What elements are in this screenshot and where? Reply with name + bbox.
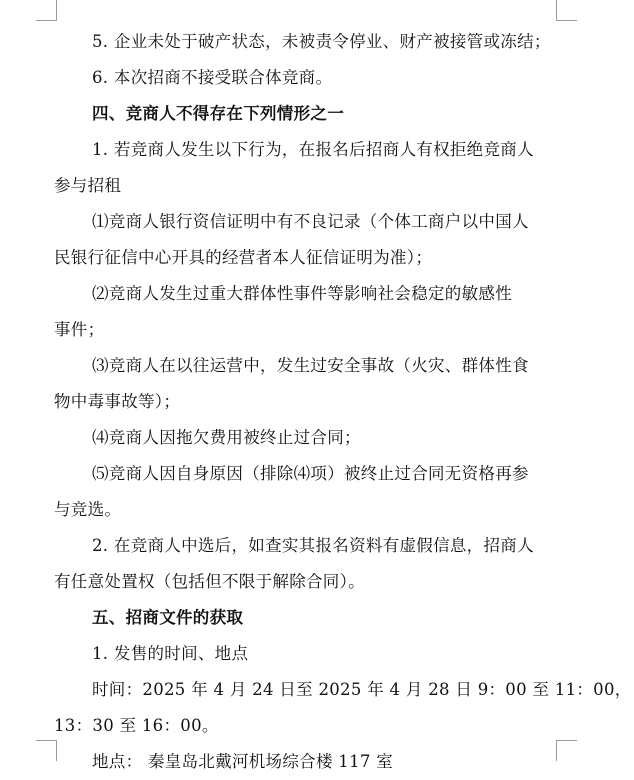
- document-body: [54, 24, 632, 780]
- paragraph-line: 参与招租: [54, 176, 122, 195]
- paragraph-line: 6. 本次招商不接受联合体竞商。: [92, 68, 333, 87]
- paragraph-line: 事件；: [54, 320, 105, 339]
- paragraph-line: 地点： 秦皇岛北戴河机场综合楼 117 室: [92, 752, 394, 771]
- paragraph-line: ⑴竞商人银行资信证明中有不良记录（个体工商户以中国人: [92, 212, 529, 231]
- paragraph-line: 1. 若竞商人发生以下行为，在报名后招商人有权拒绝竞商人: [92, 140, 534, 159]
- paragraph-line: 5. 企业未处于破产状态，未被责令停业、财产被接管或冻结；: [92, 32, 551, 51]
- paragraph-line: ⑵竞商人发生过重大群体性事件等影响社会稳定的敏感性: [92, 284, 512, 303]
- paragraph-line: 有任意处置权（包括但不限于解除合同）。: [54, 572, 365, 591]
- paragraph-line: 时间：2025 年 4 月 24 日至 2025 年 4 月 28 日 9：00 至 11：00，: [92, 680, 632, 699]
- paragraph-line: ⑶竞商人在以往运营中，发生过安全事故（火灾、群体性食: [92, 356, 529, 375]
- paragraph-line: 1. 发售的时间、地点: [92, 644, 249, 663]
- paragraph-line: 与竞选。: [54, 500, 122, 519]
- paragraph-line: 物中毒事故等）；: [54, 392, 181, 411]
- paragraph-line: ⑸竞商人因自身原因（排除⑷项）被终止过合同无资格再参: [92, 464, 529, 483]
- paragraph-line: 13：30 至 16：00。: [54, 716, 219, 735]
- paragraph-line: 民银行征信中心开具的经营者本人征信证明为准）；: [54, 248, 433, 267]
- page-corner-mark-bottom-right: [556, 740, 577, 761]
- page-corner-mark-top-right: [556, 0, 577, 21]
- section-heading: 四、竞商人不得存在下列情形之一: [92, 104, 344, 123]
- section-heading: 五、招商文件的获取: [92, 608, 244, 627]
- paragraph-line: 2. 在竞商人中选后，如查实其报名资料有虚假信息，招商人: [92, 536, 534, 555]
- page-corner-mark-top-left: [36, 0, 57, 21]
- paragraph-line: ⑷竞商人因拖欠费用被终止过合同；: [92, 428, 361, 447]
